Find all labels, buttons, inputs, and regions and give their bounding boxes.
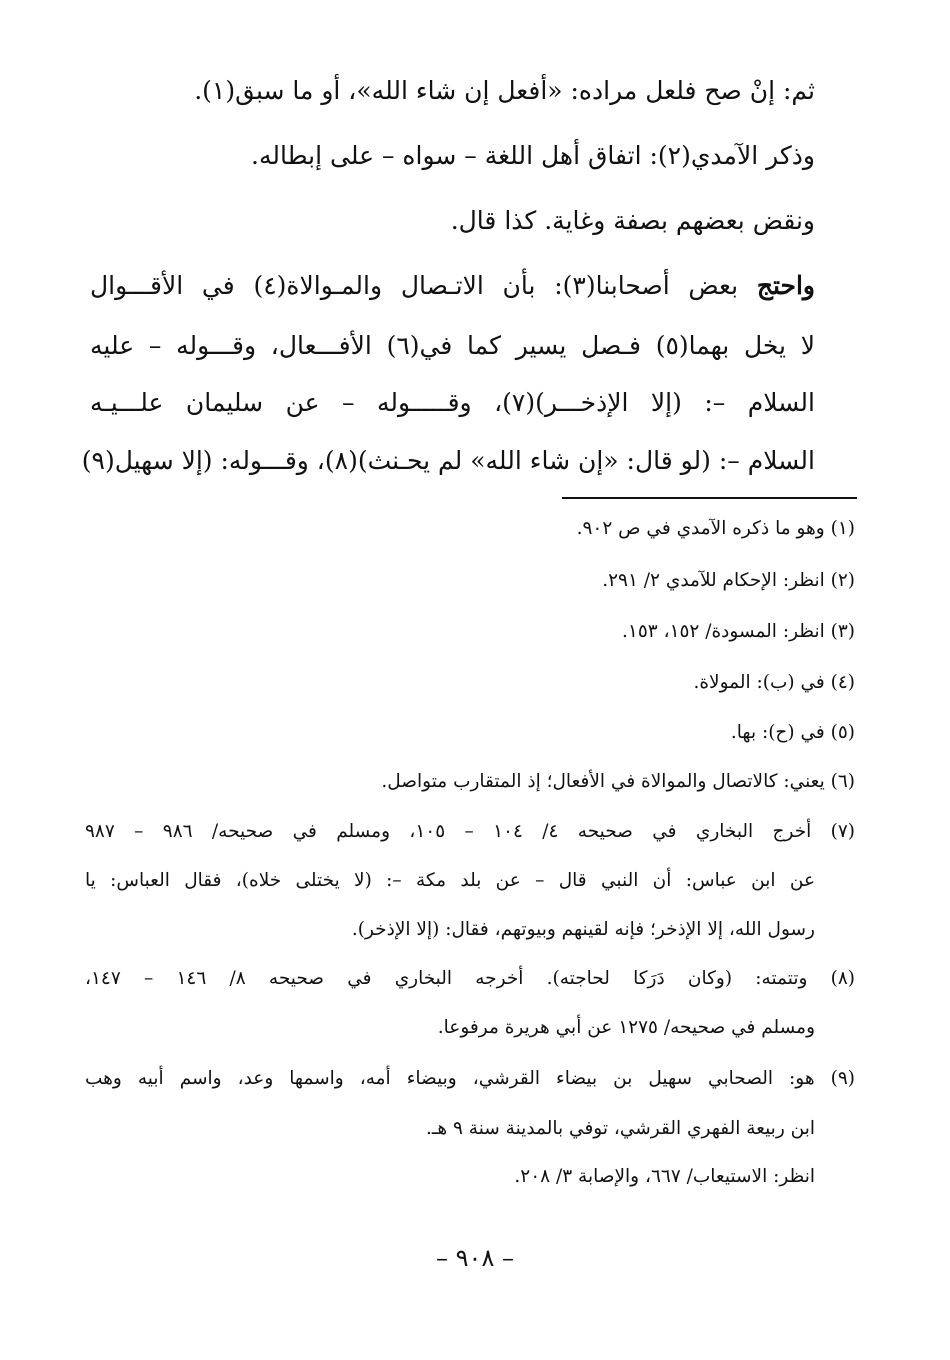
footnote-9-line-3: انظر: الاستيعاب/ ٦٦٧، والإصابة ٣/ ٢٠٨. [514, 1166, 815, 1187]
footnote-7-line-2: عن ابن عباس: أن النبي قال – عن بلد مكة –: (لا يختلى خلاه)، فقال العباس: يا [85, 870, 815, 891]
footnote-1: (١) وهو ما ذكره الآمدي في ص ٩٠٢. [576, 518, 855, 539]
bold-keyword: واحتج [756, 271, 815, 300]
page-number: – ٩٠٨ – [436, 1244, 514, 1272]
main-text-line-4-rest: بعض أصحابنا(٣): بأن الاتـصال والمـوالاة(٤) في الأقـــوال [90, 271, 757, 300]
footnote-7-line-3: رسول الله، إلا الإذخر؛ فإنه لقينهم وبيوتهم، فقال: (إلا الإذخر). [351, 919, 815, 940]
main-text-line-3: ونقض بعضهم بصفة وغاية. كذا قال. [450, 206, 815, 235]
footnote-3: (٣) انظر: المسودة/ ١٥٢، ١٥٣. [622, 621, 855, 642]
footnote-6: (٦) يعني: كالاتصال والموالاة في الأفعال؛ إذ المتقارب متواصل. [381, 771, 855, 792]
footnote-8-line-1: (٨) وتتمته: (وكان دَرَكا لحاجته). أخرجه البخاري في صحيحه ٨/ ١٤٦ – ١٤٧، [85, 968, 855, 989]
main-text-line-7: السلام –: (لو قال: «إن شاء الله» لم يحـنث)(٨)، وقـــوله: (إلا سهيل(٩) [81, 446, 815, 475]
main-text-line-6: السلام –: (إلا الإذخـــر)(٧)، وقـــــوله – عن سليمان علـــيـه [90, 388, 815, 417]
main-text-line-1: ثم: إنْ صح فلعل مراده: «أفعل إن شاء الله»، أو ما سبق(١). [194, 76, 815, 105]
footnote-separator [562, 497, 857, 499]
main-text-line-4 [90, 263, 815, 309]
footnote-4: (٤) في (ب): المولاة. [693, 672, 855, 693]
footnote-8-line-2: ومسلم في صحيحه/ ١٢٧٥ عن أبي هريرة مرفوعا. [437, 1017, 815, 1038]
footnote-9-line-2: ابن ربيعة الفهري القرشي، توفي بالمدينة سنة ٩ هـ. [426, 1118, 815, 1139]
main-text-line-5: لا يخل بهما(٥) فـصل يسير كما في(٦) الأفـــعال، وقـــوله – عليه [90, 331, 815, 360]
footnote-5: (٥) في (ح): بها. [730, 722, 855, 743]
footnote-2: (٢) انظر: الإحكام للآمدي ٢/ ٢٩١. [602, 570, 855, 591]
footnote-7-line-1: (٧) أخرج البخاري في صحيحه ٤/ ١٠٤ – ١٠٥، ومسلم في صحيحه/ ٩٨٦ – ٩٨٧ [85, 821, 855, 842]
footnote-9-line-1: (٩) هو: الصحابي سهيل بن بيضاء القرشي، وبيضاء أمه، واسمها وعد، واسم أبيه وهب [85, 1068, 855, 1089]
main-text-line-2: وذكر الآمدي(٢): اتفاق أهل اللغة – سواه – على إبطاله. [251, 141, 815, 170]
